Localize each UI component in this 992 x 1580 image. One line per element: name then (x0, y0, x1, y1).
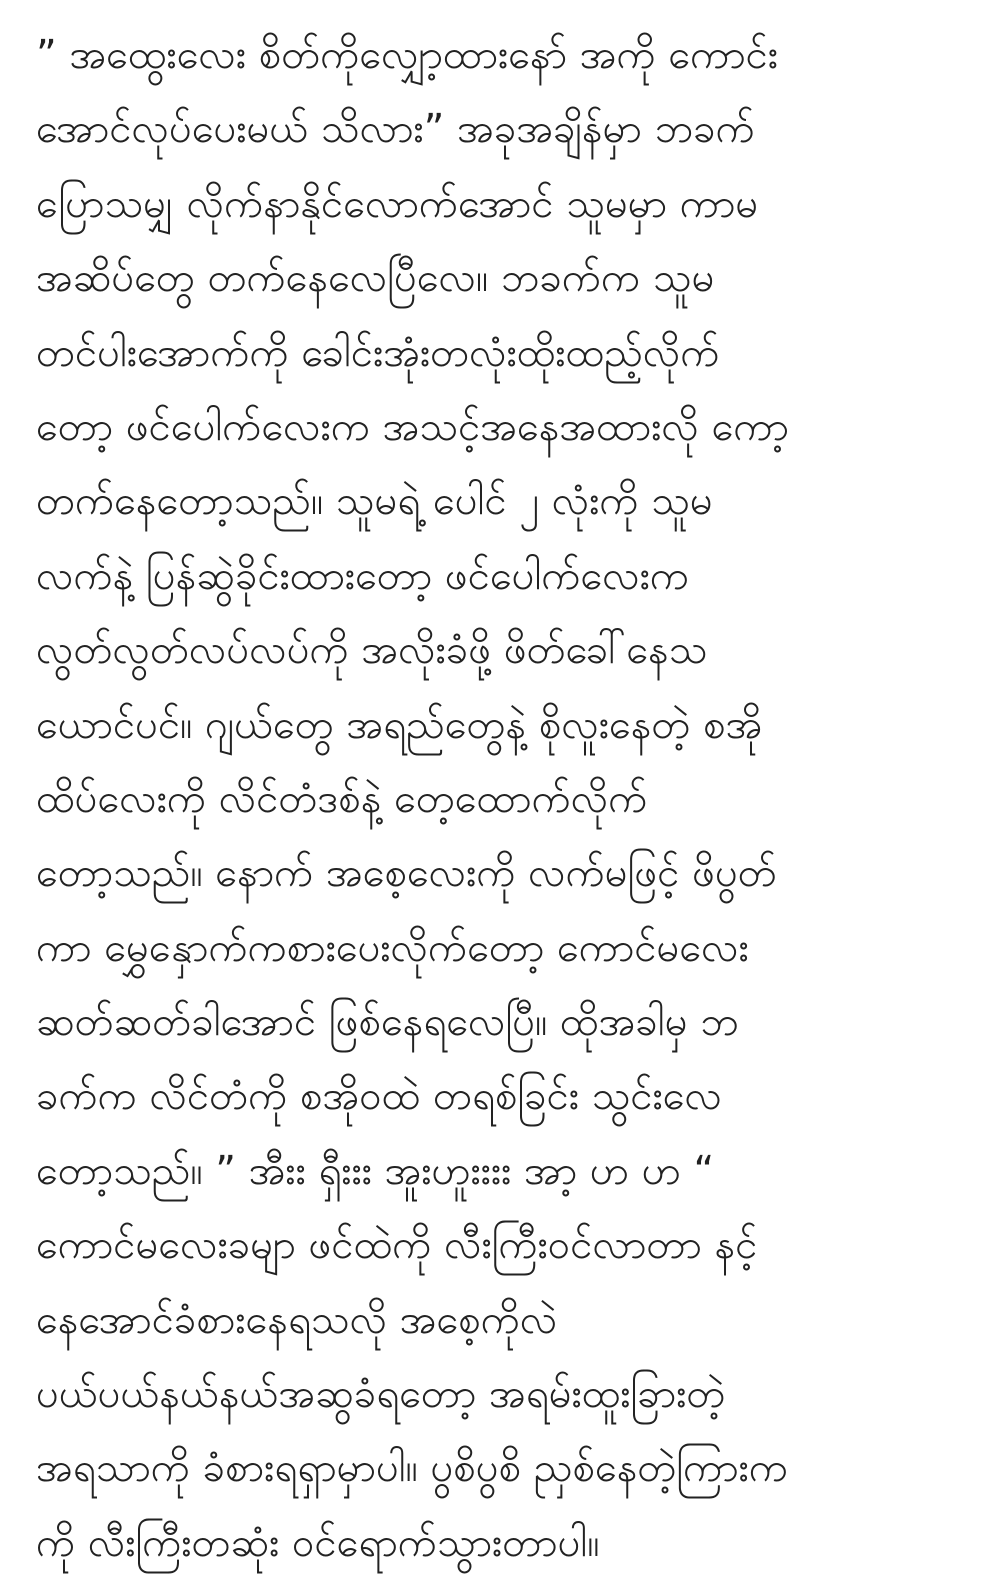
text-line-14: ဆတ်ဆတ်ခါအောင် ဖြစ်နေရလေပြီ။ ထိုအခါမှ ဘ (36, 999, 739, 1046)
text-line-10: ယောင်ပင်။ ဂျယ်တွေ အရည်တွေနဲ့ စိုလူးနေတဲ့ စအို (36, 701, 763, 748)
text-line-18: နေအောင်ခံစားနေရသလို အစေ့ကိုလဲ (36, 1296, 558, 1343)
text-line-3: ပြောသမျှ လိုက်နာနိုင်လောက်အောင် သူမမှာ ကာမ (36, 180, 759, 227)
text-line-1: ” အထွေးလေး စိတ်ကိုလျှော့ထားနော် အကို ကောင်း (36, 32, 779, 78)
text-line-19: ပယ်ပယ်နယ်နယ်အဆွခံရတော့ အရမ်းထူးခြားတဲ့ (36, 1371, 726, 1418)
text-line-17: ကောင်မလေးခမျာ ဖင်ထဲကို လီးကြီးဝင်လာတာ နင့် (36, 1222, 758, 1269)
text-line-20: အရသာကို ခံစားရရှာမှာပါ။ ပွစိပွစိ ညှစ်နေတဲ့ကြားက (36, 1445, 788, 1492)
text-line-5: တင်ပါးအောက်ကို ခေါင်းအုံးတလုံးထိုးထည့်လိုက် (36, 329, 720, 376)
text-line-8: လက်နဲ့ ပြန်ဆွဲခိုင်းထားတော့ ဖင်ပေါက်လေးက (36, 552, 690, 599)
text-line-6: တော့ ဖင်ပေါက်လေးက အသင့်အနေအထားလို ကော့ (36, 403, 789, 450)
text-line-13: ကာ မွှေနှောက်ကစားပေးလိုက်တော့ ကောင်မလေး (36, 924, 749, 971)
text-line-21: ကို လီးကြီးတဆုံး ဝင်ရောက်သွားတာပါ။ (36, 1519, 600, 1566)
text-line-11: ထိပ်လေးကို လိင်တံဒစ်နဲ့ တေ့ထောက်လိုက် (36, 775, 648, 822)
text-line-16: တော့သည်။ ” အီးး ရှီးးး အူးဟူးးးး အာ့ ဟ ဟ “ (36, 1147, 715, 1194)
story-text (36, 18, 976, 1580)
text-line-2: အောင်လုပ်ပေးမယ် သိလား” အခုအချိန်မှာ ဘခက် (36, 106, 755, 153)
text-line-12: တော့သည်။ နောက် အစေ့လေးကို လက်မဖြင့် ဖိပွတ် (36, 850, 777, 897)
text-line-9: လွတ်လွတ်လပ်လပ်ကို အလိုးခံဖို့ ဖိတ်ခေါ်နေသ (36, 627, 708, 674)
text-line-15: ခက်က လိင်တံကို စအိုဝထဲ တရစ်ခြင်း သွင်းလေ (36, 1073, 722, 1120)
text-line-4: အဆိပ်တွေ တက်နေလေပြီလေ။ ဘခက်က သူမ (36, 255, 715, 302)
text-line-7: တက်နေတော့သည်။ သူမရဲ့ ပေါင် ၂ လုံးကို သူမ (36, 478, 713, 525)
